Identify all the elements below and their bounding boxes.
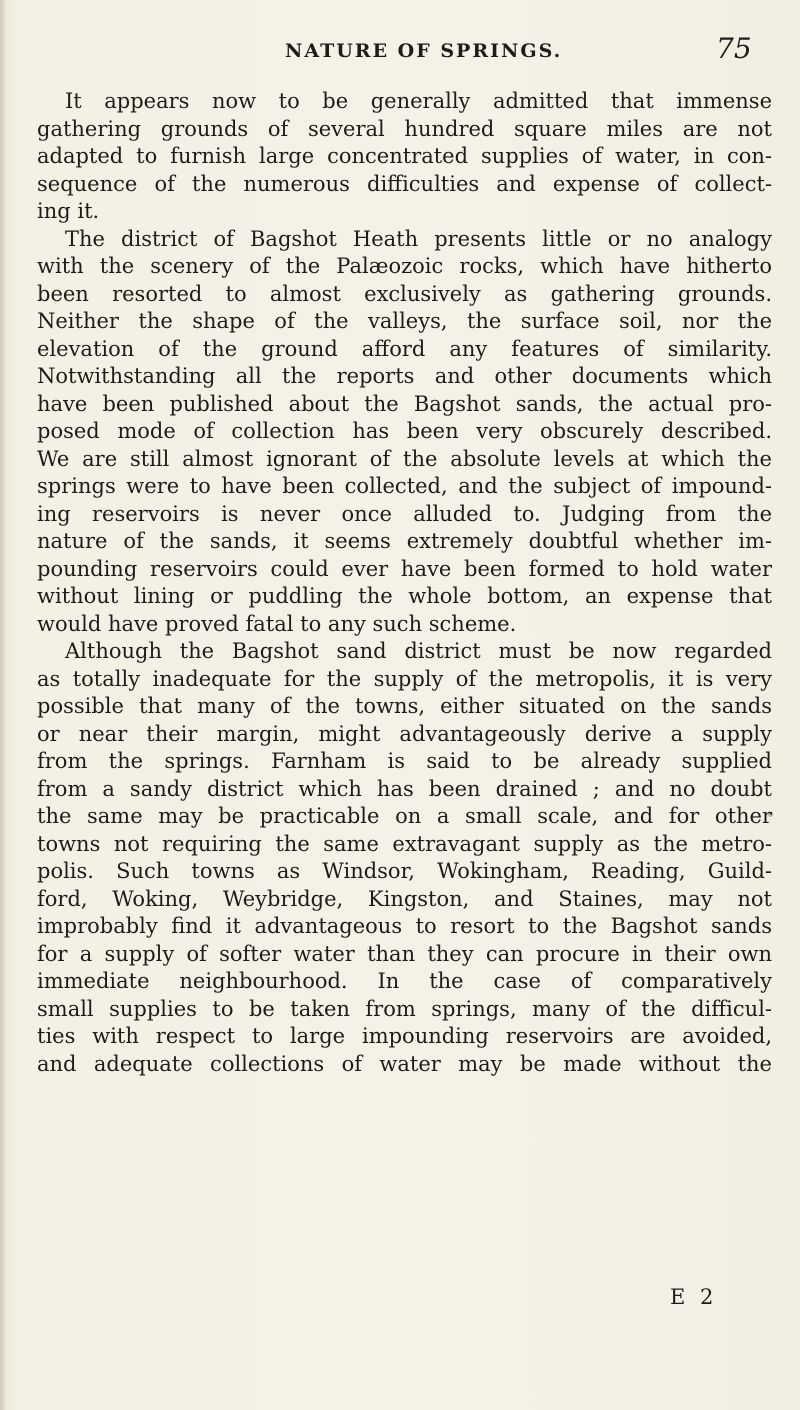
text-line: possible that many of the towns, either situated on the sands (37, 694, 772, 718)
text-line: small supplies to be taken from springs, many of the difficul- (37, 996, 772, 1021)
text-line: towns not requiring the same extravagant supply as the metro- (37, 831, 772, 856)
text-line: ties with respect to large impounding reservoirs are avoided, (37, 1024, 772, 1048)
running-head: NATURE OF SPRINGS. (285, 40, 563, 62)
text-line: with the scenery of the Palæozoic rocks, which have hitherto (37, 254, 772, 278)
page-edge-shadow (0, 0, 6, 1410)
text-line: sequence of the numerous difficulties and expense of collect- (37, 171, 772, 196)
text-line: improbably find it advantageous to resort to the Bagshot sands (37, 914, 772, 938)
text-line: from the springs. Farnham is said to be already supplied (37, 749, 772, 773)
text-line: ford, Woking, Weybridge, Kingston, and Staines, may not (37, 886, 772, 911)
text-line: Although the Bagshot sand district must be now regarded (65, 639, 772, 663)
text-line: been resorted to almost exclusively as gathering grounds. (37, 281, 772, 306)
text-line: would have proved fatal to any such scheme. (37, 611, 517, 636)
text-line: adapted to furnish large concentrated supplies of water, in con- (37, 144, 772, 168)
text-line: have been published about the Bagshot sands, the actual pro- (37, 391, 772, 416)
text-line: posed mode of collection has been very obscurely described. (37, 419, 772, 443)
page-number: 75 (716, 32, 752, 65)
text-line: Notwithstanding all the reports and other documents which (37, 364, 772, 388)
text-line: It appears now to be generally admitted that immense (65, 89, 772, 113)
text-line: the same may be practicable on a small scale, and for other (37, 804, 772, 828)
text-line: The district of Bagshot Heath presents little or no analogy (65, 226, 772, 251)
body-text (37, 88, 772, 1078)
text-line: or near their margin, might advantageously derive a supply (37, 721, 772, 746)
text-line: springs were to have been collected, and the subject of impound- (37, 474, 772, 498)
text-line: gathering grounds of several hundred square miles are not (37, 116, 772, 141)
text-line: ing reservoirs is never once alluded to. Judging from the (37, 501, 772, 526)
text-line: for a supply of softer water than they can procure in their own (37, 941, 772, 966)
text-line: ing it. (37, 199, 100, 223)
text-line: pounding reservoirs could ever have been formed to hold water (37, 556, 772, 581)
signature-mark: E 2 (670, 1285, 718, 1309)
text-line: as totally inadequate for the supply of the metropolis, it is very (37, 666, 772, 691)
text-line: polis. Such towns as Windsor, Wokingham, Reading, Guild- (37, 859, 772, 883)
text-line: and adequate collections of water may be made without the (37, 1051, 772, 1076)
text-line: elevation of the ground afford any features of similarity. (37, 336, 772, 361)
text-line: Neither the shape of the valleys, the surface soil, nor the (37, 309, 772, 333)
text-line: without lining or puddling the whole bottom, an expense that (37, 584, 772, 608)
text-line: immediate neighbourhood. In the case of comparatively (37, 969, 772, 993)
page-header (0, 32, 800, 72)
text-line: nature of the sands, it seems extremely doubtful whether im- (37, 529, 772, 553)
text-line: from a sandy district which has been drained ; and no doubt (37, 776, 772, 801)
text-line: We are still almost ignorant of the absolute levels at which the (37, 446, 772, 471)
